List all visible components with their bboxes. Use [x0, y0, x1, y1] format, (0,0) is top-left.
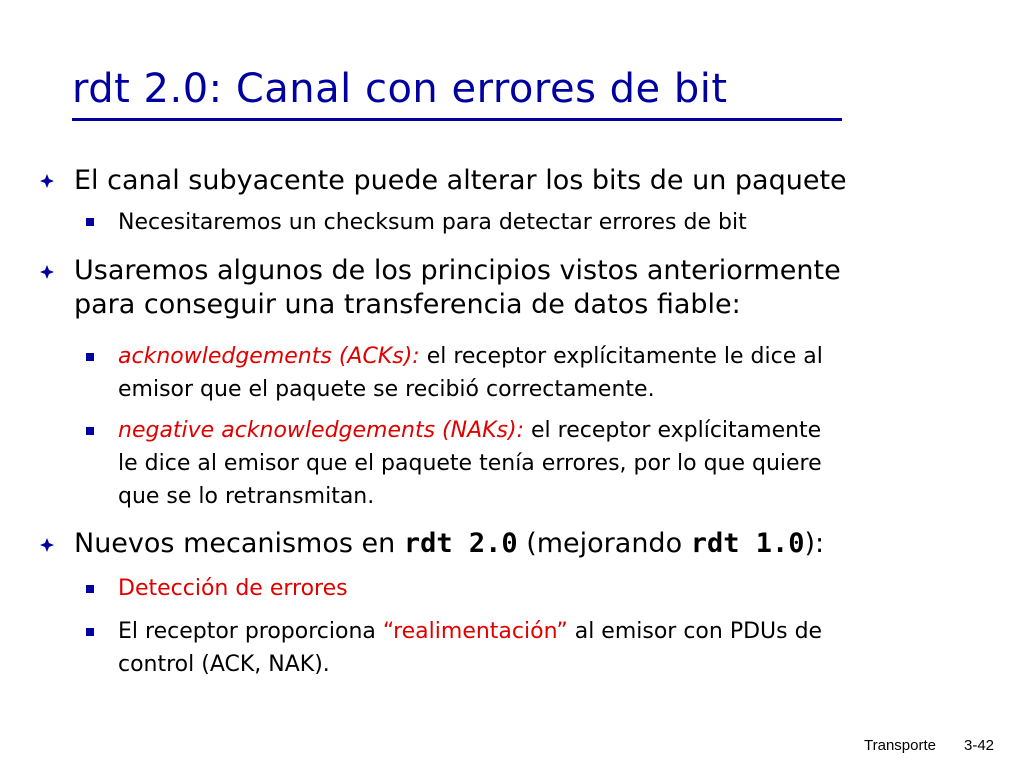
naks-term: negative acknowledgements (NAKs): [118, 418, 525, 443]
bullet-3-2-prefix: El receptor proporciona [118, 619, 383, 644]
square-bullet-icon [86, 628, 94, 636]
square-bullet-icon [86, 353, 94, 361]
bullet-2-1-text-line-1: el receptor explícitamente le dice al [419, 344, 823, 369]
square-bullet-icon [86, 218, 94, 226]
bullet-3-2-line-2: control (ACK, NAK). [118, 652, 330, 677]
bullet-3-2-suffix: al emisor con PDUs de [567, 619, 823, 644]
footer-page-number: 3-42 [964, 737, 995, 754]
rdt-1-0-code: rdt 1.0 [690, 528, 805, 559]
bullet-2-2-text-line-2: le dice al emisor que el paquete tenía errores, por lo que quiere [118, 451, 822, 476]
footer-section-label: Transporte [864, 737, 936, 754]
square-bullet-icon [86, 585, 94, 593]
bullet-2-2-text-line-1: el receptor explícitamente [524, 418, 822, 443]
bullet-2-1-text-line-2: emisor que el paquete se recibió correctamente. [118, 377, 655, 402]
bullet-3-1 [118, 572, 968, 605]
realimentacion-highlight: “realimentación” [382, 619, 568, 644]
bullet-3 [74, 527, 974, 561]
diamond-bullet-icon [40, 538, 54, 552]
diamond-bullet-icon [40, 265, 54, 279]
acks-term: acknowledgements (ACKs): [118, 344, 420, 369]
bullet-3-2 [118, 615, 968, 681]
rdt-2-0-code: rdt 2.0 [403, 528, 518, 559]
bullet-3-1-text: Detección de errores [118, 576, 348, 601]
bullet-3-suffix: ): [804, 528, 825, 559]
bullet-2-line-2: para conseguir una transferencia de datos fiable: [74, 289, 741, 320]
diamond-bullet-icon [40, 174, 54, 188]
bullet-2-1 [118, 340, 968, 406]
bullet-2 [74, 254, 974, 322]
bullet-1-1-text: Necesitaremos un checksum para detectar errores de bit [118, 210, 747, 235]
bullet-1 [74, 164, 974, 198]
slide-title: rdt 2.0: Canal con errores de bit [72, 66, 728, 112]
bullet-3-prefix: Nuevos mecanismos en [74, 528, 404, 559]
bullet-3-mid: (mejorando [517, 528, 691, 559]
bullet-2-line-1: Usaremos algunos de los principios vistos anteriormente [74, 255, 841, 286]
bullet-1-text: El canal subyacente puede alterar los bits de un paquete [74, 165, 847, 196]
bullet-2-2 [118, 414, 968, 513]
square-bullet-icon [86, 427, 94, 435]
bullet-1-1 [118, 206, 968, 239]
bullet-2-2-text-line-3: que se lo retransmitan. [118, 484, 375, 509]
